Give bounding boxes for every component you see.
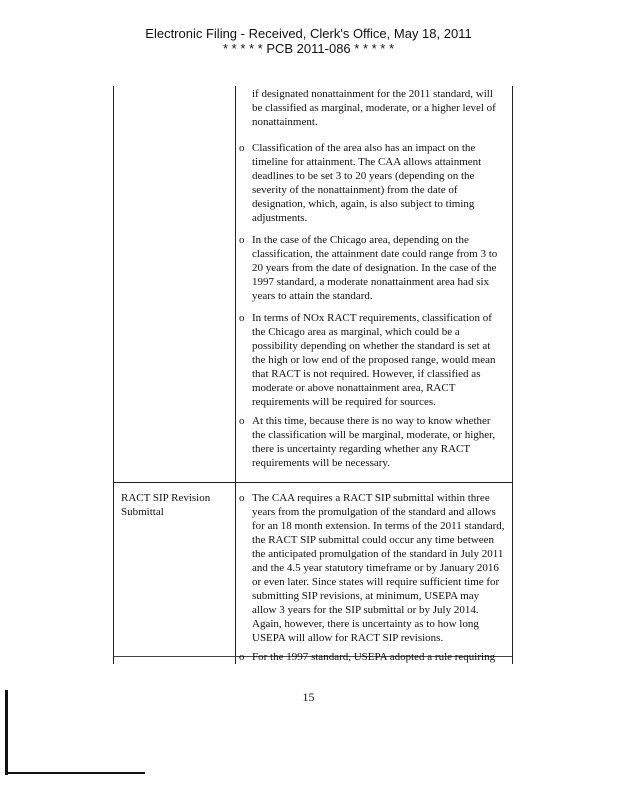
scan-margin-line-bottom [5,772,145,774]
bullet-marker: o [239,415,245,427]
row-divider [114,482,512,483]
scan-margin-line [5,690,8,775]
list-item [239,491,505,645]
list-item-text: For the 1997 standard, USEPA adopted a rule requiring [252,651,496,663]
list-item-text: The CAA requires a RACT SIP submittal within three years from the promulgation of the standard and allows for an 18 month extension. In terms of the 2011 standard, the RACT SIP submittal could occur any time between the anticipated promulgation of the standard in July 2011 and the 4.5 year statutory timeframe or by January 2016 or even later. Since states will require sufficient time for submitting SIP revisions, at minimum, USEPA may allow 3 years for the SIP submittal or by July 2014. Again, however, there is uncertainty as to how long USEPA will allow for RACT SIP revisions. [252,492,505,644]
column-divider [235,86,236,664]
list-item [239,650,505,664]
bullet-marker: o [239,312,245,324]
bullet-marker: o [239,492,245,504]
filing-stamp-line1: Electronic Filing - Received, Clerk's Office, May 18, 2011 [145,26,472,41]
list-item [239,414,505,470]
list-item-text: In terms of NOx RACT requirements, classification of the Chicago area as marginal, which could be a possibility depending on whether the standard is set at the high or low end of the proposed range, would mean that RACT is not required. However, if classified as moderate or above nonattainment area, RACT requirements will be required for sources. [252,312,496,408]
page-number: 15 [302,690,315,704]
list-item [239,233,505,303]
list-item [239,141,505,225]
continuation-text: if designated nonattainment for the 2011 standard, will be classified as marginal, moderate, or a higher level of nonattainment. [252,88,496,128]
filing-stamp [0,26,617,56]
row-label-ract-sip: RACT SIP Revision Submittal [121,492,211,518]
list-item-text: In the case of the Chicago area, depending on the classification, the attainment date could range from 3 to 20 years from the date of designation. In the case of the 1997 standard, a moderate nonattainment area had six years to attain the standard. [252,234,498,302]
list-item-text: At this time, because there is no way to know whether the classification will be marginal, moderate, or higher, there is uncertainty regarding whether any RACT requirements will be necessary. [252,415,496,469]
bullet-marker: o [239,234,245,246]
list-item [239,311,505,409]
bullet-marker: o [239,142,245,154]
bullet-marker: o [239,651,245,663]
filing-stamp-line2: * * * * * PCB 2011-086 * * * * * [222,41,395,56]
list-item-text: Classification of the area also has an impact on the timeline for attainment. The CAA allows attainment deadlines to be set 3 to 20 years (depending on the severity of the nonattainment) from the date of designation, which, again, is also subject to timing adjustments. [252,142,482,224]
